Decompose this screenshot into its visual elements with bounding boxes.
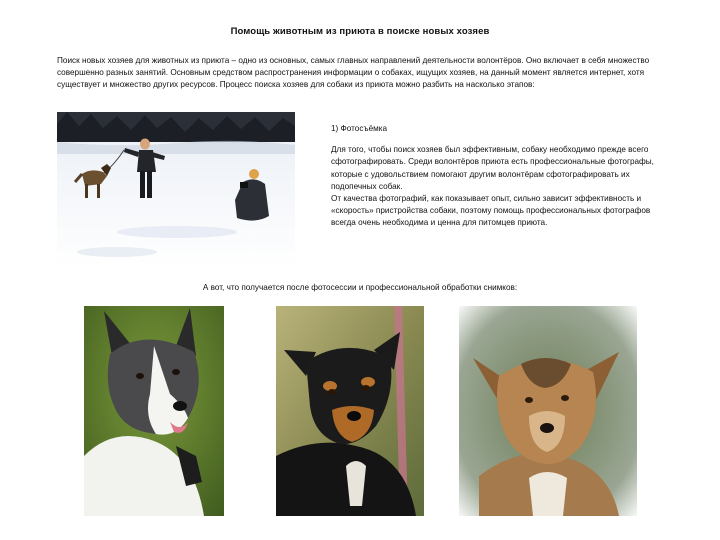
section-paragraph-2: От качества фотографий, как показывает опыт, сильно зависит эффективность и «скорость» пристройства собаки, поэтому помощь профессиональных фотографов всегда очень необходима и ценна для питомцев приюта. xyxy=(331,194,651,228)
photos-caption: А вот, что получается после фотосессии и профессиональной обработки снимков: xyxy=(202,283,518,292)
photo-dog-black-white xyxy=(84,306,224,516)
page-title: Помощь животным из приюта в поиске новых хозяев xyxy=(230,26,490,37)
section-heading: 1) Фотосъёмка xyxy=(331,124,388,133)
photo-snow-session xyxy=(57,112,295,267)
photo-dog-black-tan xyxy=(276,306,424,516)
intro-paragraph: Поиск новых хозяев для животных из приюта – одно из основных, самых главных направлений деятельности волонтёров. Оно включает в себя множество совершенно разных занятий. Основным средством распространения информации о собаках, ищущих хозяев, на данный момент является интернет, хотя существует и множество других ресурсов. Процесс поиска хозяев для собаки из приюта можно разбить на насколько этапов: xyxy=(57,56,650,90)
photo-dog-tan-puppy xyxy=(459,306,637,516)
section-paragraph-1: Для того, чтобы поиск хозяев был эффективным, собаку необходимо прежде всего сфотографировать. Среди волонтёров приюта есть профессиональные фотографы, которые с удовольствием помогают другим волонтёрам сфотографировать их подопечных собак. xyxy=(331,145,654,191)
photo-session-section xyxy=(331,123,656,230)
